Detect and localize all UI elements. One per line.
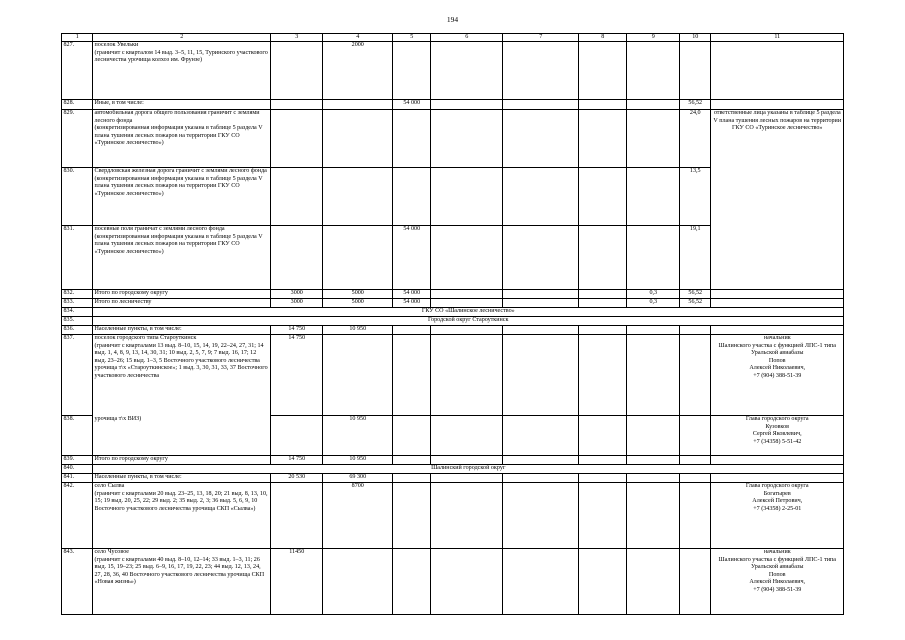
value-cell-col10: 56,52 xyxy=(680,100,711,110)
empty-cell-col7 xyxy=(503,456,579,465)
value-cell-col3 xyxy=(271,42,323,100)
value-cell-col5 xyxy=(393,326,431,335)
value-cell-col9 xyxy=(627,456,680,465)
value-cell-col10 xyxy=(680,474,711,483)
column-header: 4 xyxy=(323,34,393,42)
empty-cell-col8 xyxy=(579,226,627,290)
empty-cell-col7 xyxy=(503,100,579,110)
table-row xyxy=(62,456,844,465)
empty-cell-col8 xyxy=(579,100,627,110)
value-cell-col3 xyxy=(271,226,323,290)
value-cell-col5 xyxy=(393,549,431,615)
empty-cell-col7 xyxy=(503,226,579,290)
responsible-cell xyxy=(711,42,844,100)
row-number-cell: 833. xyxy=(62,299,93,308)
empty-cell-col6 xyxy=(431,416,503,456)
responsible-cell: начальник Шалинского участка с функцией ЛПС-1 типа Уральской авиабазы Попов Алексей Николаевич, +7 (904) 388-51-39 xyxy=(711,549,844,615)
empty-cell-col6 xyxy=(431,226,503,290)
value-cell-col9 xyxy=(627,168,680,226)
empty-cell-col7 xyxy=(503,474,579,483)
column-header: 2 xyxy=(93,34,271,42)
responsible-cell: Глава городского округа Богатырев Алексей Петрович, +7 (34358) 2-25-01 xyxy=(711,483,844,549)
responsible-cell xyxy=(711,474,844,483)
responsible-cell xyxy=(711,299,844,308)
row-number-cell: 827. xyxy=(62,42,93,100)
row-number-cell: 839. xyxy=(62,456,93,465)
empty-cell-col6 xyxy=(431,326,503,335)
row-number-cell: 836. xyxy=(62,326,93,335)
table-row xyxy=(62,465,844,474)
empty-cell-col8 xyxy=(579,456,627,465)
empty-cell-col7 xyxy=(503,110,579,168)
value-cell-col5 xyxy=(393,474,431,483)
name-cell: Итого по городскому округу xyxy=(93,456,271,465)
name-cell: посевные поля граничат с землями лесного фонда (конкретизированная информация указана в таблице 5 раздела V плана тушения лесных пожаров на территории ГКУ СО «Туринское лесничество») xyxy=(93,226,271,290)
value-cell-col5 xyxy=(393,42,431,100)
value-cell-col4 xyxy=(323,549,393,615)
column-header: 11 xyxy=(711,34,844,42)
column-header: 6 xyxy=(431,34,503,42)
value-cell-col4 xyxy=(323,226,393,290)
value-cell-col4 xyxy=(323,335,393,416)
value-cell-col5 xyxy=(393,483,431,549)
empty-cell-col6 xyxy=(431,474,503,483)
table-row xyxy=(62,326,844,335)
empty-cell-col6 xyxy=(431,299,503,308)
value-cell-col10 xyxy=(680,42,711,100)
row-number-cell: 831. xyxy=(62,226,93,290)
name-cell: Населенные пункты, в том числе: xyxy=(93,474,271,483)
name-cell: Свердловская железная дорога граничит с землями лесного фонда (конкретизированная информация указана в таблице 5 раздела V плана тушения лесных пожаров на территории ГКУ СО «Туринское лесничество») xyxy=(93,168,271,226)
table-row xyxy=(62,100,844,110)
empty-cell-col7 xyxy=(503,299,579,308)
value-cell-col3: 14 750 xyxy=(271,335,323,416)
row-number-cell: 832. xyxy=(62,290,93,299)
value-cell-col5 xyxy=(393,168,431,226)
column-header: 3 xyxy=(271,34,323,42)
empty-cell-col8 xyxy=(579,474,627,483)
value-cell-col5 xyxy=(393,456,431,465)
column-header: 8 xyxy=(579,34,627,42)
empty-cell-col8 xyxy=(579,168,627,226)
empty-cell-col8 xyxy=(579,549,627,615)
responsible-cell xyxy=(711,456,844,465)
empty-cell-col6 xyxy=(431,168,503,226)
row-number-cell: 840. xyxy=(62,465,93,474)
value-cell-col4: 10 950 xyxy=(323,416,393,456)
value-cell-col9 xyxy=(627,549,680,615)
empty-cell-col8 xyxy=(579,299,627,308)
empty-cell-col6 xyxy=(431,100,503,110)
table-row xyxy=(62,335,844,416)
value-cell-col4: 8700 xyxy=(323,483,393,549)
table-row xyxy=(62,474,844,483)
table-row xyxy=(62,168,844,226)
name-cell: Населенные пункты, в том числе: xyxy=(93,326,271,335)
row-number-cell: 829. xyxy=(62,110,93,168)
row-number-cell: 835. xyxy=(62,317,93,326)
section-title-cell: ГКУ СО «Шалинское лесничество» xyxy=(93,308,844,317)
responsible-cell: начальник Шалинского участка с функцией ЛПС-1 типа Уральской авиабазы Попов Алексей Николаевич, +7 (904) 388-51-39 xyxy=(711,335,844,416)
responsible-cell xyxy=(711,168,844,226)
value-cell-col10: 13,5 xyxy=(680,168,711,226)
empty-cell-col6 xyxy=(431,456,503,465)
value-cell-col4 xyxy=(323,168,393,226)
responsible-cell xyxy=(711,226,844,290)
value-cell-col5 xyxy=(393,110,431,168)
value-cell-col10 xyxy=(680,456,711,465)
value-cell-col9: 0,3 xyxy=(627,299,680,308)
empty-cell-col8 xyxy=(579,110,627,168)
page-number: 194 xyxy=(446,15,459,24)
name-cell: Итого по лесничеству xyxy=(93,299,271,308)
row-number-cell: 838. xyxy=(62,416,93,456)
value-cell-col9 xyxy=(627,326,680,335)
table-row xyxy=(62,317,844,326)
value-cell-col4: 10 950 xyxy=(323,326,393,335)
name-cell: урочища т\х ВИЗ) xyxy=(93,416,271,456)
value-cell-col3 xyxy=(271,100,323,110)
table-row xyxy=(62,110,844,168)
table-row xyxy=(62,226,844,290)
value-cell-col4: 2000 xyxy=(323,42,393,100)
value-cell-col5: 54 000 xyxy=(393,100,431,110)
responsible-cell: ответственные лица указаны в таблице 5 раздела V плана тушения лесных пожаров на территории ГКУ СО «Туринское лесничество» xyxy=(711,110,844,168)
value-cell-col10 xyxy=(680,326,711,335)
value-cell-col9 xyxy=(627,483,680,549)
value-cell-col4 xyxy=(323,100,393,110)
empty-cell-col8 xyxy=(579,335,627,416)
fire-plan-table xyxy=(61,33,844,615)
empty-cell-col6 xyxy=(431,290,503,299)
empty-cell-col8 xyxy=(579,416,627,456)
value-cell-col9 xyxy=(627,474,680,483)
empty-cell-col7 xyxy=(503,335,579,416)
table-row xyxy=(62,42,844,100)
value-cell-col9 xyxy=(627,416,680,456)
table-body xyxy=(62,42,844,615)
empty-cell-col7 xyxy=(503,549,579,615)
value-cell-col10: 19,1 xyxy=(680,226,711,290)
empty-cell-col7 xyxy=(503,483,579,549)
empty-cell-col8 xyxy=(579,290,627,299)
responsible-cell: Глава городского округа Кузовков Сергей Яковлевич, +7 (34358) 5-51-42 xyxy=(711,416,844,456)
empty-cell-col6 xyxy=(431,110,503,168)
value-cell-col9 xyxy=(627,100,680,110)
value-cell-col9 xyxy=(627,110,680,168)
value-cell-col10 xyxy=(680,416,711,456)
empty-cell-col7 xyxy=(503,290,579,299)
value-cell-col3: 14 750 xyxy=(271,456,323,465)
value-cell-col10 xyxy=(680,483,711,549)
value-cell-col10 xyxy=(680,549,711,615)
row-number-cell: 842. xyxy=(62,483,93,549)
table-row xyxy=(62,308,844,317)
value-cell-col10: 56,52 xyxy=(680,290,711,299)
value-cell-col4 xyxy=(323,110,393,168)
table-row xyxy=(62,483,844,549)
value-cell-col3: 3000 xyxy=(271,290,323,299)
value-cell-col4: 5000 xyxy=(323,290,393,299)
value-cell-col3: 11450 xyxy=(271,549,323,615)
section-title-cell: Городской округ Староуткинск xyxy=(93,317,844,326)
empty-cell-col8 xyxy=(579,42,627,100)
column-number-row xyxy=(62,34,844,42)
column-header: 1 xyxy=(62,34,93,42)
empty-cell-col7 xyxy=(503,326,579,335)
value-cell-col3 xyxy=(271,483,323,549)
empty-cell-col6 xyxy=(431,42,503,100)
row-number-cell: 830. xyxy=(62,168,93,226)
name-cell: Иные, в том числе: xyxy=(93,100,271,110)
empty-cell-col8 xyxy=(579,326,627,335)
value-cell-col5: 54 000 xyxy=(393,299,431,308)
value-cell-col4: 10 950 xyxy=(323,456,393,465)
empty-cell-col6 xyxy=(431,549,503,615)
value-cell-col9 xyxy=(627,226,680,290)
value-cell-col5: 54 000 xyxy=(393,226,431,290)
empty-cell-col7 xyxy=(503,42,579,100)
table-row xyxy=(62,416,844,456)
empty-cell-col8 xyxy=(579,483,627,549)
name-cell: поселок Увельки (граничит с кварталом 14 выд. 3–5, 11, 15, Туринского участкового лесничества урочища колхоз им. Фрунзе) xyxy=(93,42,271,100)
value-cell-col4: 69 300 xyxy=(323,474,393,483)
responsible-cell xyxy=(711,100,844,110)
value-cell-col10 xyxy=(680,335,711,416)
value-cell-col3 xyxy=(271,416,323,456)
row-number-cell: 828. xyxy=(62,100,93,110)
column-header: 7 xyxy=(503,34,579,42)
value-cell-col9 xyxy=(627,42,680,100)
value-cell-col3 xyxy=(271,168,323,226)
value-cell-col10: 24,0 xyxy=(680,110,711,168)
value-cell-col5 xyxy=(393,416,431,456)
value-cell-col3: 20 530 xyxy=(271,474,323,483)
value-cell-col9: 0,3 xyxy=(627,290,680,299)
value-cell-col5 xyxy=(393,335,431,416)
empty-cell-col7 xyxy=(503,168,579,226)
value-cell-col3: 3000 xyxy=(271,299,323,308)
table-row xyxy=(62,290,844,299)
empty-cell-col6 xyxy=(431,335,503,416)
name-cell: поселок городского типа Староуткинск (граничит с кварталами 13 выд. 8–10, 15, 14, 19, 22–24, 27, 31; 14 выд. 1, 4, 8, 9, 13, 14, 30, 31; 10 выд. 2, 5, 7, 9; 7 выд. 16, 17; 12 выд. 23–26; 15 выд. 1–3, 5 Восточного участкового лесничества урочища т\х «Староуткинское»; 1 выд. 3, 30, 31, 33, 37 Восточного участкового лесничества xyxy=(93,335,271,416)
responsible-cell xyxy=(711,290,844,299)
empty-cell-col7 xyxy=(503,416,579,456)
name-cell: автомобильная дорога общего пользования граничит с землями лесного фонда (конкретизированная информация указана в таблице 5 раздела V плана тушения лесных пожаров на территории ГКУ СО «Туринское лесничество») xyxy=(93,110,271,168)
responsible-cell xyxy=(711,326,844,335)
row-number-cell: 837. xyxy=(62,335,93,416)
row-number-cell: 841. xyxy=(62,474,93,483)
table-row xyxy=(62,299,844,308)
table-row xyxy=(62,549,844,615)
empty-cell-col6 xyxy=(431,483,503,549)
value-cell-col3 xyxy=(271,110,323,168)
section-title-cell: Шалинский городской округ xyxy=(93,465,844,474)
value-cell-col10: 56,52 xyxy=(680,299,711,308)
column-header: 9 xyxy=(627,34,680,42)
value-cell-col9 xyxy=(627,335,680,416)
column-header: 10 xyxy=(680,34,711,42)
row-number-cell: 843. xyxy=(62,549,93,615)
name-cell: Итого по городскому округу xyxy=(93,290,271,299)
name-cell: село Чусовое (граничит с кварталами 40 выд. 8–10, 12–14; 33 выд. 1–3, 11; 26 выд. 15, 19–23; 25 выд. 6–9, 16, 17, 19, 22, 23; 44 выд. 12, 13, 24, 27, 28, 36, 40 Восточного участкового лесничества урочища СКП «Новая жизнь») xyxy=(93,549,271,615)
value-cell-col3: 14 750 xyxy=(271,326,323,335)
column-header: 5 xyxy=(393,34,431,42)
value-cell-col4: 5000 xyxy=(323,299,393,308)
name-cell: село Сылва (граничит с кварталами 20 выд. 23–25, 13, 18, 20; 21 выд. 8, 13, 10, 15; 19 выд. 20, 25, 22; 29 выд. 2; 35 выд. 2, 3; 36 выд. 5, 6, 9, 10 Восточного участкового лесничества урочища СКП «Сылва») xyxy=(93,483,271,549)
row-number-cell: 834. xyxy=(62,308,93,317)
value-cell-col5: 54 000 xyxy=(393,290,431,299)
